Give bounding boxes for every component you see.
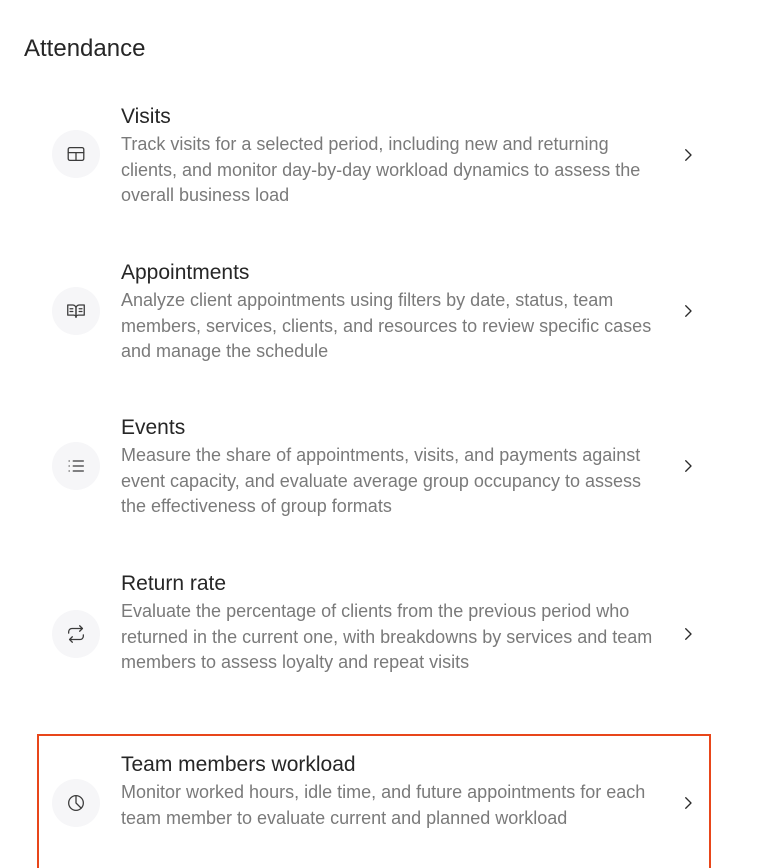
report-item-title: Return rate	[121, 572, 227, 595]
report-item-description: Evaluate the percentage of clients from the previous period who returned in the current one, with breakdowns by services and team members to assess loyalty and repeat visits	[121, 601, 653, 672]
report-item-return-rate[interactable]	[38, 567, 710, 707]
list-icon	[52, 442, 100, 490]
report-item-title: Appointments	[121, 261, 250, 284]
report-item-visits[interactable]	[38, 100, 710, 220]
layout-icon	[52, 130, 100, 178]
report-item-description: Monitor worked hours, idle time, and future appointments for each team member to evaluate current and planned workload	[121, 782, 646, 828]
repeat-icon	[52, 610, 100, 658]
report-item-description: Track visits for a selected period, including new and returning clients, and monitor day-by-day workload dynamics to assess the overall business load	[121, 134, 641, 205]
report-item-title: Visits	[121, 105, 171, 128]
chevron-right-icon	[679, 794, 697, 812]
report-item-description: Measure the share of appointments, visits, and payments against event capacity, and evaluate average group occupancy to assess the effectiveness of group formats	[121, 445, 641, 516]
open-book-icon	[52, 287, 100, 335]
report-item-description: Analyze client appointments using filters by date, status, team members, services, clients, and resources to review specific cases and manage the schedule	[121, 290, 652, 361]
pie-chart-icon	[52, 779, 100, 827]
report-item-events[interactable]	[38, 411, 710, 531]
report-item-appointments[interactable]	[38, 256, 710, 376]
report-item-title: Team members workload	[121, 753, 356, 776]
chevron-right-icon	[679, 146, 697, 164]
chevron-right-icon	[679, 625, 697, 643]
chevron-right-icon	[679, 302, 697, 320]
chevron-right-icon	[679, 457, 697, 475]
section-title: Attendance	[24, 35, 146, 62]
report-item-team-members-workload[interactable]	[38, 748, 710, 868]
report-item-title: Events	[121, 416, 186, 439]
